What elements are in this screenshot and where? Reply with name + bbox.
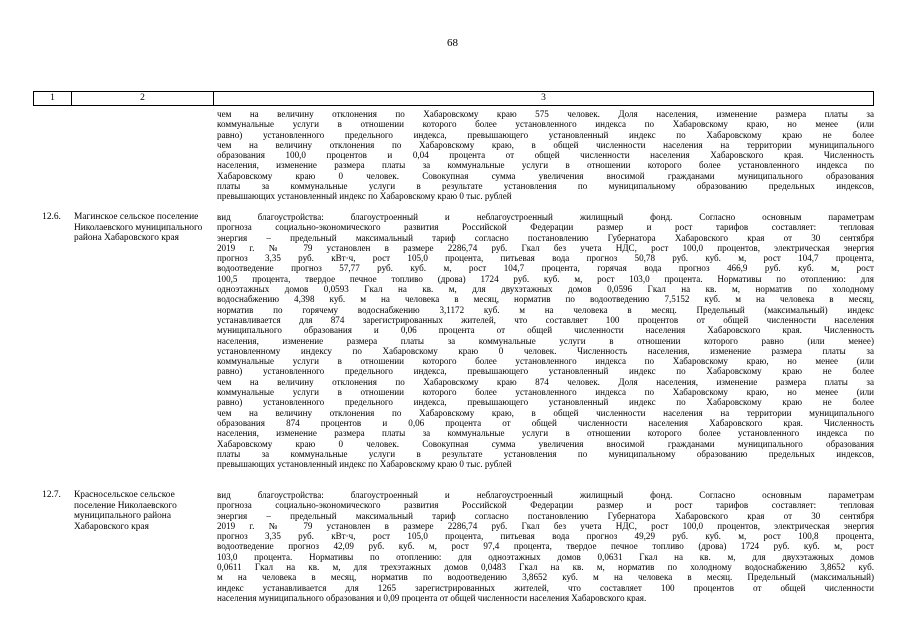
text-line: прогноза социально-экономического развития Российской Федерации размер и рост тарифов составляет: тепловая	[217, 222, 874, 233]
row-place: Магинское сельское поселение Николаевского муниципального района Хабаровского края	[74, 212, 203, 244]
page-number: 68	[447, 37, 458, 49]
text-line: водоснабжению 4,398 куб. м на человека в месяц, норматив по водоотведению 7,5152 куб. м на человека в месяц,	[217, 294, 874, 305]
text-line: вид благоустройства: благоустроенный и неблагоустроенный жилищный фонд. Согласно основным параметрам	[217, 212, 874, 222]
text-line: одноэтажных домов 0,0593 Гкал на кв. м, для двухэтажных домов 0,0596 Гкал на кв. м, норматив по холодному	[217, 284, 874, 295]
text-line: равно) установленного предельного индекса, превышающего установленный индекс по Хабаровскому краю не более	[217, 366, 874, 377]
text-line: прогноза социально-экономического развития Российской Федерации размер и рост тарифов составляет: тепловая	[217, 500, 874, 511]
text-line: энергия – предельный максимальный тариф согласно постановлению Губернатора Хабаровского края от 30 сентября	[217, 232, 874, 243]
text-line: установленному индексу по Хабаровскому краю 0 человек. Численность населения, изменение размера платы за	[217, 345, 874, 356]
text-line: превышающих установленный индекс по Хабаровскому краю 0 тыс. рублей	[217, 191, 512, 202]
text-line: норматив по горячему водоснабжению 3,1172 куб. м на человека в месяц. Предельный (максимальный) индекс	[217, 304, 874, 315]
text-line: чем на величину отклонения по Хабаровскому краю 874 человек. Доля населения, изменение размера платы за	[217, 376, 874, 387]
text-line: населения муниципального образования и 0,09 процента от общей численности населения Хабаровского края.	[217, 592, 647, 603]
text-line: чем на величину отклонения по Хабаровскому краю, в общей численности населения на территории муниципального	[217, 139, 874, 150]
text-line: 0,0611 Гкал на кв. м, для трехэтажных домов 0,0483 Гкал на кв. м, норматив по холодному водоснабжению 3,8652 куб.	[217, 562, 874, 573]
text-line: Хабаровскому краю 0 человек. Совокупная сумма увеличения вносимой гражданами муниципального образования	[217, 438, 874, 449]
text-line: прогноз 3,35 руб. кВт·ч, рост 105,0 процента, питьевая вода прогноз 49,29 руб. куб. м, рост 100,8 процента,	[217, 531, 874, 542]
text-line: энергия – предельный максимальный тариф согласно постановлению Губернатора Хабаровского края от 30 сентября	[217, 510, 874, 521]
text-line: населения, изменение размера платы за коммунальные услуги в отношении которого более установленного индекса по	[217, 428, 874, 439]
text-line: образования 874 процентов и 0,06 процента от общей численности населения Хабаровского края. Численность	[217, 417, 874, 428]
text-line: платы за коммунальные услуги в результате установления по муниципальному образованию предельных индексов,	[217, 448, 874, 459]
text-line: чем на величину отклонения по Хабаровскому краю, в общей численности населения на территории муниципального	[217, 407, 874, 418]
text-line: равно) установленного предельного индекса, превышающего установленный индекс по Хабаровскому краю не более	[217, 129, 874, 140]
text-line: водоотведение прогноз 42,09 руб. куб. м, рост 97,4 процента, твердое печное топливо (дрова) 1724 руб. куб. м, рост	[217, 541, 874, 552]
row-place: Красносельское сельское поселение Николаевского муниципального района Хабаровского края	[74, 490, 177, 532]
text-line: равно) установленного предельного индекса, превышающего установленный индекс по Хабаровскому краю не более	[217, 397, 874, 408]
continuation-text	[217, 109, 874, 202]
text-line: чем на величину отклонения по Хабаровскому краю 575 человек. Доля населения, изменение размера платы за	[217, 109, 874, 119]
text-line: водоотведение прогноз 57,77 руб. куб. м, рост 104,7 процента, горячая вода прогноз 466,9 руб. куб. м, рост	[217, 263, 874, 274]
text-line: образования 100,0 процентов и 0,04 процента от общей численности населения Хабаровского края. Численность	[217, 150, 874, 161]
text-line: 103,0 процента. Нормативы по отоплению: для одноэтажных домов 0,0631 Гкал на кв. м, для двухэтажных домов	[217, 551, 874, 562]
row-number: 12.7.	[42, 490, 61, 500]
text-line: коммунальные услуги в отношении которого более установленного индекса по Хабаровскому краю, но менее (или	[217, 119, 874, 130]
table-header	[33, 91, 874, 106]
text-line: коммунальные услуги в отношении которого более установленного индекса по Хабаровскому краю, но менее (или	[217, 356, 874, 367]
text-line: 2019 г. № 79 установлен в размере 2286,74 руб. Гкал без учета НДС, рост 100,0 процентов, электрическая энергия	[217, 242, 874, 253]
text-line: населения, изменение размера платы за коммунальные услуги в отношении которого более установленного индекса по	[217, 160, 874, 171]
text-line: муниципального образования и 0,06 процента от общей численности населения Хабаровского края. Численность	[217, 325, 874, 336]
header-col-1: 1	[34, 92, 72, 106]
text-line: Хабаровскому краю 0 человек. Совокупная сумма увеличения вносимой гражданами муниципального образования	[217, 170, 874, 181]
row-description	[217, 490, 874, 603]
header-col-2: 2	[72, 92, 214, 106]
text-line: коммунальные услуги в отношении которого более установленного индекса по Хабаровскому краю, но менее (или	[217, 387, 874, 398]
row-description	[217, 212, 874, 469]
text-line: превышающих установленный индекс по Хабаровскому краю 0 тыс. рублей	[217, 459, 512, 470]
text-line: 2019 г. № 79 установлен в размере 2286,74 руб. Гкал без учета НДС, рост 100,0 процентов, электрическая энергия	[217, 520, 874, 531]
text-line: прогноз 3,35 руб. кВт·ч, рост 105,0 процента, питьевая вода прогноз 50,78 руб. куб. м, рост 104,7 процента,	[217, 253, 874, 264]
text-line: устанавливается для 874 зарегистрированных жителей, что составляет 100 процентов от общей численности населения	[217, 314, 874, 325]
text-line: платы за коммунальные услуги в результате установления по муниципальному образованию предельных индексов,	[217, 181, 874, 192]
text-line: м на человека в месяц, норматив по водоотведению 3,8652 куб. м на человека в месяц. Предельный (максимальный)	[217, 572, 874, 583]
text-line: индекс устанавливается для 1265 зарегистрированных жителей, что составляет 100 процентов от общей численности	[217, 582, 874, 593]
text-line: 100,5 процента, твердое печное топливо (дрова) 1724 руб. куб. м, рост 103,0 процента. Нормативы по отоплению: для	[217, 273, 874, 284]
text-line: населения, изменение размера платы за коммунальные услуги в отношении которого равно (или менее)	[217, 335, 874, 346]
text-line: вид благоустройства: благоустроенный и неблагоустроенный жилищный фонд. Согласно основным параметрам	[217, 490, 874, 500]
row-number: 12.6.	[42, 212, 61, 222]
header-col-3: 3	[214, 92, 874, 106]
